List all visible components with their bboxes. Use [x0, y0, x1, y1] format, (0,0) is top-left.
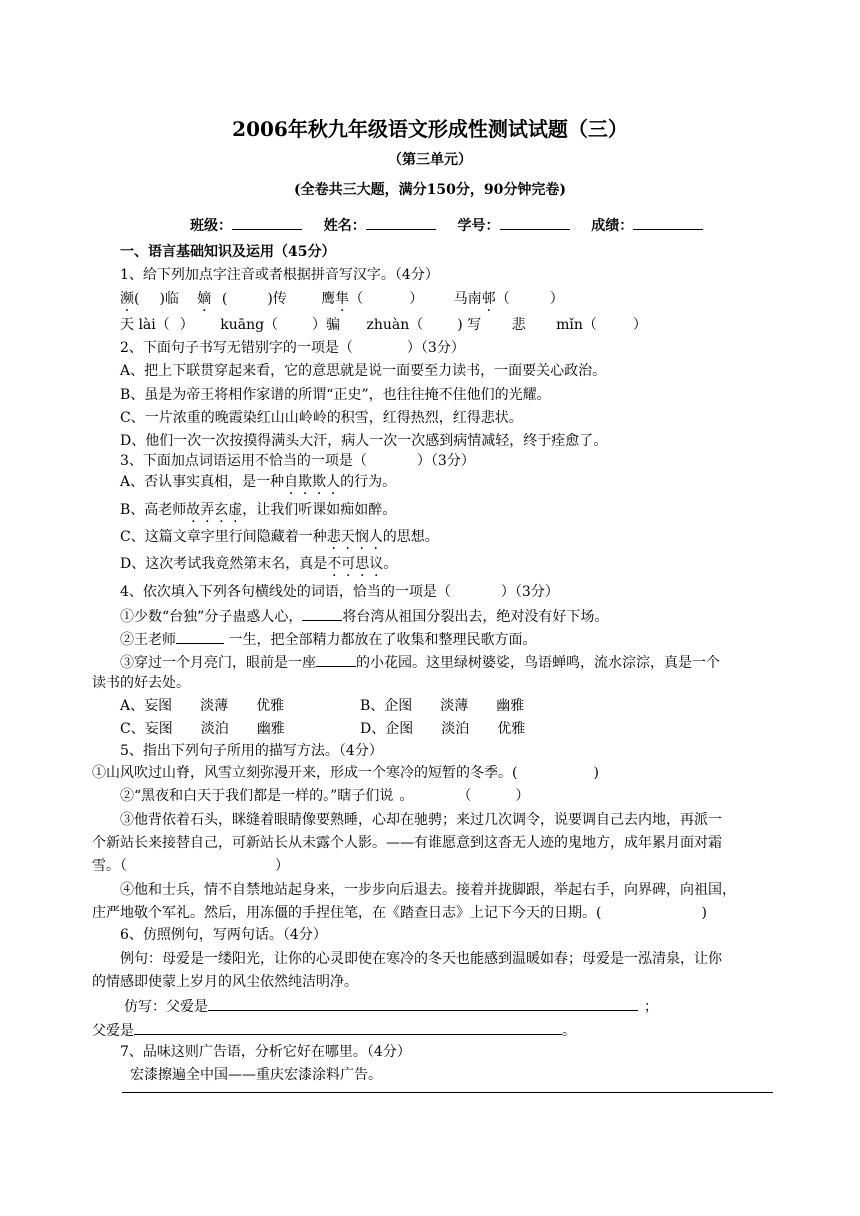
- paren: ）: [549, 291, 564, 307]
- question-6-stem: 6、仿照例句，写两句话。（4分）: [120, 927, 327, 943]
- text: ①少数“台独”分子蛊惑人心，: [120, 609, 303, 625]
- question-4-sentence-1: [120, 606, 608, 626]
- dotted-char: 欺: [298, 474, 313, 490]
- paren: ）: [515, 788, 530, 804]
- text: B、高老师: [120, 502, 187, 518]
- stem-text: 3、下面加点词语运用不恰当的一项是（: [120, 453, 367, 469]
- text: 一生，把全部精力都放在了收集和整理民歌方面。: [224, 632, 537, 648]
- answer-line[interactable]: [134, 1020, 562, 1035]
- unit-subtitle: （第三单元）: [388, 152, 472, 168]
- dotted-char: 弄: [200, 502, 215, 518]
- question-4-option-b: B、企图 淡薄 幽雅: [360, 698, 525, 714]
- question-2-option-a: A、把上下联贯穿起来看，它的意思就是说一面要至力读书，一面要关心政治。: [120, 363, 607, 379]
- question-5-sentence-3b: 个新站长来接替自己，可新站长从未露个人影。——有谁愿意到这沓无人迹的鬼地方，成年累月面对霜: [92, 835, 722, 851]
- text: ；: [644, 999, 658, 1015]
- dotted-char: 玄: [214, 502, 229, 518]
- fill-blank[interactable]: [302, 606, 342, 621]
- question-7-stem: 7、品味这则广告语，分析它好在哪里。（4分）: [120, 1044, 411, 1060]
- stem-text: 4、依次填入下列各句横线处的词语，恰当的一项是（: [120, 584, 451, 600]
- text: ②“黑夜和白天于我们都是一样的。”瞎子们说: [120, 788, 394, 804]
- stem-text: 2、下面句子书写无错别字的一项是（: [120, 340, 353, 356]
- text: zhuàn（: [366, 317, 424, 333]
- text: 。: [399, 788, 414, 804]
- text: ②王老师: [120, 632, 176, 648]
- dotted-char: 可: [341, 556, 356, 572]
- question-5-sentence-2: [120, 787, 529, 805]
- question-3-option-c: [120, 528, 439, 546]
- name-label: 姓名：: [323, 218, 366, 234]
- dotted-char: 隼: [335, 291, 350, 307]
- text: mǐn（: [556, 317, 597, 333]
- stem-text: ）（3分）: [416, 453, 475, 469]
- question-6-example-b: 的情感即使蒙上岁月的风尘依然纯洁明净。: [92, 974, 358, 990]
- question-7-ad: 宏漆擦遍全中国——重庆宏漆涂料广告。: [130, 1067, 382, 1083]
- paren: ）: [179, 317, 194, 333]
- question-1-row-1: [120, 290, 564, 308]
- question-5-stem: 5、指出下列句子所用的描写方法。（4分）: [120, 743, 383, 759]
- score-field[interactable]: [633, 215, 703, 230]
- text: ) 写: [457, 317, 482, 333]
- question-2-option-b: B、虽是为帝王将相作家谱的所谓“正史”，也往往掩不住他们的光耀。: [120, 387, 551, 403]
- text: ③穿过一个月亮门，眼前是一座: [120, 655, 316, 671]
- question-1-stem: 1、给下列加点字注音或者根据拼音写汉字。（4分）: [120, 267, 439, 283]
- name-field[interactable]: [366, 215, 436, 230]
- paren: （: [349, 291, 364, 307]
- question-2-option-c: C、一片浓重的晚霞染红山山岭岭的积雪，红得热烈，红得悲状。: [120, 410, 523, 426]
- question-6-imitation-1: [124, 996, 658, 1016]
- question-4-option-c: C、妄图 淡泊 幽雅: [120, 721, 285, 737]
- text: )临: [159, 291, 179, 307]
- question-4-sentence-3: [120, 652, 720, 672]
- text: )传: [267, 291, 287, 307]
- student-info-row: [190, 215, 703, 235]
- question-1-row-2: [120, 316, 647, 334]
- stem-text: ）（3分）: [406, 340, 465, 356]
- class-label: 班级：: [190, 218, 232, 234]
- question-4-option-d: D、企图 淡泊 优雅: [360, 721, 526, 737]
- text: ）骗: [312, 317, 341, 333]
- text: 悲: [511, 317, 526, 333]
- text: 将台湾从祖国分裂出去，绝对没有好下场。: [342, 609, 609, 625]
- question-5-sentence-1: [92, 764, 599, 782]
- paren: ）: [409, 291, 424, 307]
- question-2-option-d: D、他们一次一次按摸得满头大汗，病人一次一次感到病情减轻，终于痊愈了。: [120, 433, 608, 449]
- text: 鹰: [321, 291, 336, 307]
- page-title: 2006年秋九年级语文形成性测试试题（三）: [232, 117, 628, 141]
- id-label: 学号：: [457, 218, 500, 234]
- question-3-option-b: [120, 501, 396, 519]
- text: 的思想。: [382, 529, 439, 545]
- fill-blank[interactable]: [316, 652, 356, 667]
- text: 的行为。: [340, 474, 397, 490]
- question-5-sentence-3c: [92, 857, 289, 875]
- answer-line[interactable]: [208, 996, 638, 1011]
- dotted-char: 邨: [481, 291, 496, 307]
- score-label: 成绩：: [591, 218, 634, 234]
- text: 马南: [453, 291, 482, 307]
- paren: (: [134, 291, 140, 307]
- dotted-char: 天: [340, 529, 355, 545]
- dotted-char: 嫡: [197, 291, 212, 307]
- paren: ）: [632, 317, 647, 333]
- text: 雪。（: [92, 858, 127, 874]
- dotted-char: 故: [186, 502, 201, 518]
- text: D、这次考试我竟然第末名，真是: [120, 556, 328, 572]
- text: 父爱是: [92, 1023, 134, 1039]
- text: C、这篇文章字里行间隐藏着一种: [120, 529, 327, 545]
- text: kuāng（: [220, 317, 279, 333]
- text: 的小花园。这里绿树婆娑，鸟语蝉鸣，流水淙淙，真是一个: [356, 655, 720, 671]
- id-field[interactable]: [500, 215, 570, 230]
- paren: ): [701, 905, 707, 921]
- dotted-char: 虚: [228, 502, 243, 518]
- dotted-char: 人: [326, 474, 341, 490]
- question-3-option-d: [120, 555, 397, 573]
- text: 。: [562, 1023, 576, 1039]
- dotted-char: 悲: [326, 529, 341, 545]
- question-4-stem: [120, 583, 559, 601]
- question-6-example-a: 例句：母爱是一缕阳光，让你的心灵即使在寒冷的冬天也能感到温暖如春；母爱是一泓清泉，让你: [120, 951, 722, 967]
- paren: ）: [275, 858, 289, 874]
- section-title: 一、语言基础知识及运用（45分）: [120, 244, 336, 260]
- question-5-sentence-4a: ④他和士兵，情不自禁地站起身来，一步步向后退去。接着并拢脚跟，举起右手，向界碑，向祖国，: [120, 882, 736, 898]
- paren: （: [495, 291, 510, 307]
- answer-line[interactable]: [122, 1092, 773, 1093]
- class-field[interactable]: [232, 215, 302, 230]
- text: A、否认事实真相，是一种: [120, 474, 285, 490]
- question-5-sentence-3a: ③他背依着石头，眯缝着眼睛像要熟睡，心却在驰骋；来过几次调令，说要调自己去内地，再派一: [120, 812, 722, 828]
- text: ，让我们听课如痴如醉。: [242, 502, 397, 518]
- question-5-sentence-4b: [92, 904, 707, 922]
- question-6-imitation-2: [92, 1020, 576, 1040]
- dotted-char: 欺: [312, 474, 327, 490]
- dotted-char: 自: [284, 474, 299, 490]
- exam-info: (全卷共三大题，满分150分，90分钟完卷): [294, 182, 566, 198]
- text: 庄严地敬个军礼。然后，用冻僵的手捏住笔，在《踏查日志》上记下今天的日期。(: [92, 905, 602, 921]
- dotted-char: 濒: [120, 291, 134, 307]
- question-3-stem: [120, 452, 475, 470]
- question-2-stem: [120, 339, 465, 357]
- fill-blank[interactable]: [176, 629, 224, 644]
- question-4-sentence-2: [120, 629, 536, 649]
- text: 。: [383, 556, 398, 572]
- text: 仿写：父爱是: [124, 999, 208, 1015]
- dotted-char: 议: [369, 556, 384, 572]
- paren: （: [457, 788, 472, 804]
- paren: ): [593, 765, 599, 781]
- dotted-char: 悯: [354, 529, 369, 545]
- dotted-char: 人: [368, 529, 383, 545]
- stem-text: ）（3分）: [500, 584, 559, 600]
- text: 天 lài（: [120, 317, 170, 333]
- dotted-char: 不: [327, 556, 342, 572]
- paren: (: [221, 291, 228, 307]
- dotted-char: 思: [355, 556, 370, 572]
- question-4-option-a: A、妄图 淡薄 优雅: [120, 698, 285, 714]
- question-4-sentence-3-cont: 读书的好去处。: [92, 675, 190, 691]
- text: ①山风吹过山脊，风雪立刻弥漫开来，形成一个寒冷的短暂的冬季。(: [92, 765, 518, 781]
- question-3-option-a: [120, 473, 396, 491]
